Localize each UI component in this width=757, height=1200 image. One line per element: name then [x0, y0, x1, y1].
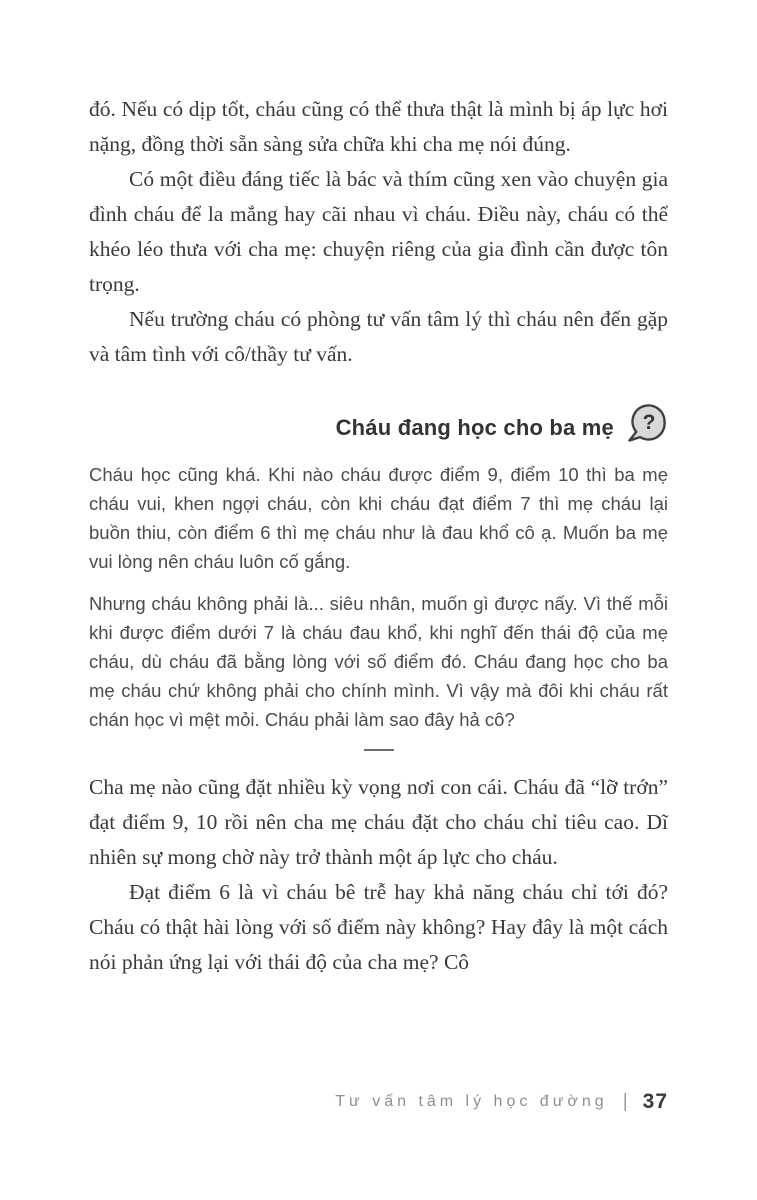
page-content: [89, 0, 668, 980]
question-mark-glyph: ?: [642, 410, 656, 434]
section-divider: [364, 749, 394, 751]
footer-book-title: Tư vấn tâm lý học đường: [335, 1093, 608, 1110]
question-bubble-icon: [624, 402, 668, 449]
intro-paragraph: Nếu trường cháu có phòng tư vấn tâm lý thì cháu nên đến gặp và tâm tình với cô/thầy tư vấn.: [89, 307, 668, 366]
page-number: 37: [642, 1090, 668, 1113]
student-letter: [89, 460, 668, 734]
footer-separator: |: [622, 1091, 628, 1112]
letter-paragraph: Cháu học cũng khá. Khi nào cháu được điểm 9, điểm 10 thì ba mẹ cháu vui, khen ngợi cháu, còn khi cháu đạt điểm 7 thì mẹ cháu lại buồn thiu, còn điểm 6 thì mẹ cháu như là đau khổ cô ạ. Muốn ba mẹ vui lòng nên cháu luôn cố gắng.: [89, 464, 668, 572]
page-footer: [335, 1090, 668, 1114]
answer-paragraph: Đạt điểm 6 là vì cháu bê trễ hay khả năng cháu chỉ tới đó? Cháu có thật hài lòng với số điểm này không? Hay đây là một cách nói phản ứng lại với thái độ của cha mẹ? Cô: [89, 880, 668, 974]
answer-paragraph: Cha mẹ nào cũng đặt nhiều kỳ vọng nơi con cái. Cháu đã “lỡ trớn” đạt điểm 9, 10 rồi nên cha mẹ cháu đặt cho cháu chỉ tiêu cao. Dĩ nhiên sự mong chờ này trở thành một áp lực cho cháu.: [89, 775, 668, 869]
question-heading: Cháu đang học cho ba mẹ: [335, 415, 614, 440]
question-section-header: [89, 404, 668, 452]
counselor-answer: [89, 770, 668, 980]
intro-paragraph: Có một điều đáng tiếc là bác và thím cũng xen vào chuyện gia đình cháu để la mắng hay cãi nhau vì cháu. Điều này, cháu có thể khéo léo thưa với cha mẹ: chuyện riêng của gia đình cần được tôn trọng.: [89, 167, 668, 296]
intro-paragraph-continuation: đó. Nếu có dịp tốt, cháu cũng có thể thưa thật là mình bị áp lực hơi nặng, đồng thời sẵn sàng sửa chữa khi cha mẹ nói đúng.: [89, 97, 668, 156]
letter-paragraph: Nhưng cháu không phải là... siêu nhân, muốn gì được nấy. Vì thế mỗi khi được điểm dưới 7 là cháu đau khổ, khi nghĩ đến thái độ của mẹ cháu, dù cháu đã bằng lòng với số điểm đó. Cháu đang học cho ba mẹ cháu chứ không phải cho chính mình. Vì vậy mà đôi khi cháu rất chán học vì mệt mỏi. Cháu phải làm sao đây hả cô?: [89, 593, 668, 730]
